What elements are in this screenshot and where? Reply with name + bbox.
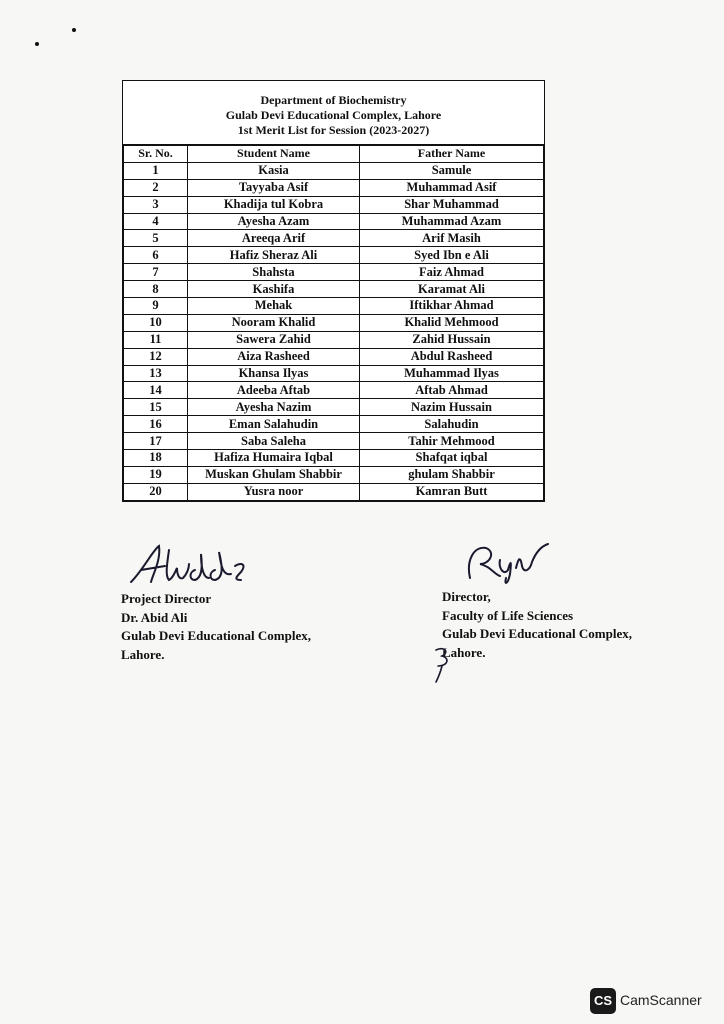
student-name-cell: Kasia	[188, 162, 360, 179]
signatory-line: Director,	[442, 589, 491, 604]
student-name-cell: Eman Salahudin	[188, 416, 360, 433]
sr-no-cell: 1	[124, 162, 188, 179]
student-name-cell: Hafiz Sheraz Ali	[188, 247, 360, 264]
father-name-cell: Shar Muhammad	[360, 196, 544, 213]
student-name-cell: Adeeba Aftab	[188, 382, 360, 399]
sr-no-cell: 4	[124, 213, 188, 230]
table-row	[124, 213, 544, 230]
document-header	[123, 81, 544, 145]
signatory-line: Dr. Abid Ali	[121, 609, 188, 625]
student-name-cell: Hafiza Humaira Iqbal	[188, 450, 360, 467]
col-header-student: Student Name	[188, 146, 360, 163]
sr-no-cell: 3	[124, 196, 188, 213]
camscanner-watermark: CamScanner	[620, 992, 702, 1008]
merit-list-sheet	[122, 80, 545, 502]
table-row	[124, 314, 544, 331]
student-name-cell: Sawera Zahid	[188, 331, 360, 348]
col-header-father: Father Name	[360, 146, 544, 163]
student-name-cell: Nooram Khalid	[188, 314, 360, 331]
signature-left	[123, 540, 263, 590]
father-name-cell: Aftab Ahmad	[360, 382, 544, 399]
sr-no-cell: 9	[124, 298, 188, 315]
speck	[35, 42, 39, 46]
signatory-right	[442, 540, 632, 662]
sr-no-cell: 10	[124, 314, 188, 331]
sr-no-cell: 15	[124, 399, 188, 416]
table-row	[124, 365, 544, 382]
table-row	[124, 247, 544, 264]
signatory-line: Lahore.	[121, 646, 165, 662]
table-row	[124, 196, 544, 213]
father-name-cell: Khalid Mehmood	[360, 314, 544, 331]
student-name-cell: Ayesha Nazim	[188, 399, 360, 416]
student-name-cell: Khadija tul Kobra	[188, 196, 360, 213]
sr-no-cell: 19	[124, 466, 188, 483]
father-name-cell: Faiz Ahmad	[360, 264, 544, 281]
table-row	[124, 230, 544, 247]
father-name-cell: Muhammad Asif	[360, 179, 544, 196]
father-name-cell: Arif Masih	[360, 230, 544, 247]
father-name-cell: Tahir Mehmood	[360, 433, 544, 450]
camscanner-logo-icon: CS	[590, 988, 616, 1014]
student-name-cell: Areeqa Arif	[188, 230, 360, 247]
table-row	[124, 382, 544, 399]
sr-no-cell: 18	[124, 450, 188, 467]
sr-no-cell: 12	[124, 348, 188, 365]
father-name-cell: Muhammad Azam	[360, 213, 544, 230]
sr-no-cell: 16	[124, 416, 188, 433]
student-name-cell: Mehak	[188, 298, 360, 315]
student-name-cell: Shahsta	[188, 264, 360, 281]
signatory-line: Lahore.	[442, 644, 486, 660]
list-title: 1st Merit List for Session (2023-2027)	[237, 123, 430, 137]
table-row	[124, 483, 544, 500]
sr-no-cell: 20	[124, 483, 188, 500]
sr-no-cell: 8	[124, 281, 188, 298]
signatory-line: Faculty of Life Sciences	[442, 607, 574, 623]
father-name-cell: Muhammad Ilyas	[360, 365, 544, 382]
table-row	[124, 179, 544, 196]
sr-no-cell: 17	[124, 433, 188, 450]
table-row	[124, 399, 544, 416]
table-header-row	[124, 146, 544, 163]
father-name-cell: Syed Ibn e Ali	[360, 247, 544, 264]
student-name-cell: Saba Saleha	[188, 433, 360, 450]
student-name-cell: Tayyaba Asif	[188, 179, 360, 196]
sr-no-cell: 5	[124, 230, 188, 247]
signatory-line: Gulab Devi Educational Complex,	[121, 628, 311, 643]
father-name-cell: Nazim Hussain	[360, 399, 544, 416]
student-name-cell: Kashifa	[188, 281, 360, 298]
father-name-cell: Zahid Hussain	[360, 331, 544, 348]
signature-right	[460, 540, 570, 588]
signatory-line: Project Director	[121, 591, 212, 606]
sr-no-cell: 7	[124, 264, 188, 281]
table-row	[124, 281, 544, 298]
father-name-cell: Kamran Butt	[360, 483, 544, 500]
table-row	[124, 264, 544, 281]
col-header-sr: Sr. No.	[124, 146, 188, 163]
table-row	[124, 433, 544, 450]
student-name-cell: Ayesha Azam	[188, 213, 360, 230]
father-name-cell: ghulam Shabbir	[360, 466, 544, 483]
father-name-cell: Shafqat iqbal	[360, 450, 544, 467]
father-name-cell: Iftikhar Ahmad	[360, 298, 544, 315]
father-name-cell: Samule	[360, 162, 544, 179]
student-name-cell: Aiza Rasheed	[188, 348, 360, 365]
father-name-cell: Karamat Ali	[360, 281, 544, 298]
sr-no-cell: 13	[124, 365, 188, 382]
father-name-cell: Abdul Rasheed	[360, 348, 544, 365]
department-title: Department of Biochemistry	[260, 93, 407, 107]
table-body	[124, 162, 544, 500]
table-row	[124, 298, 544, 315]
student-name-cell: Yusra noor	[188, 483, 360, 500]
right-signature-block	[442, 588, 632, 662]
table-row	[124, 162, 544, 179]
table-row	[124, 331, 544, 348]
left-signature-block	[121, 590, 311, 664]
sr-no-cell: 6	[124, 247, 188, 264]
signatory-line: Gulab Devi Educational Complex,	[442, 626, 632, 641]
table-row	[124, 466, 544, 483]
table-row	[124, 416, 544, 433]
student-name-cell: Muskan Ghulam Shabbir	[188, 466, 360, 483]
speck	[72, 28, 76, 32]
student-name-cell: Khansa Ilyas	[188, 365, 360, 382]
initials-mark	[430, 644, 456, 684]
sr-no-cell: 11	[124, 331, 188, 348]
institution-name: Gulab Devi Educational Complex, Lahore	[225, 108, 442, 122]
signatory-left	[121, 540, 311, 664]
father-name-cell: Salahudin	[360, 416, 544, 433]
sr-no-cell: 2	[124, 179, 188, 196]
table-row	[124, 450, 544, 467]
sr-no-cell: 14	[124, 382, 188, 399]
merit-table	[123, 145, 544, 501]
table-row	[124, 348, 544, 365]
